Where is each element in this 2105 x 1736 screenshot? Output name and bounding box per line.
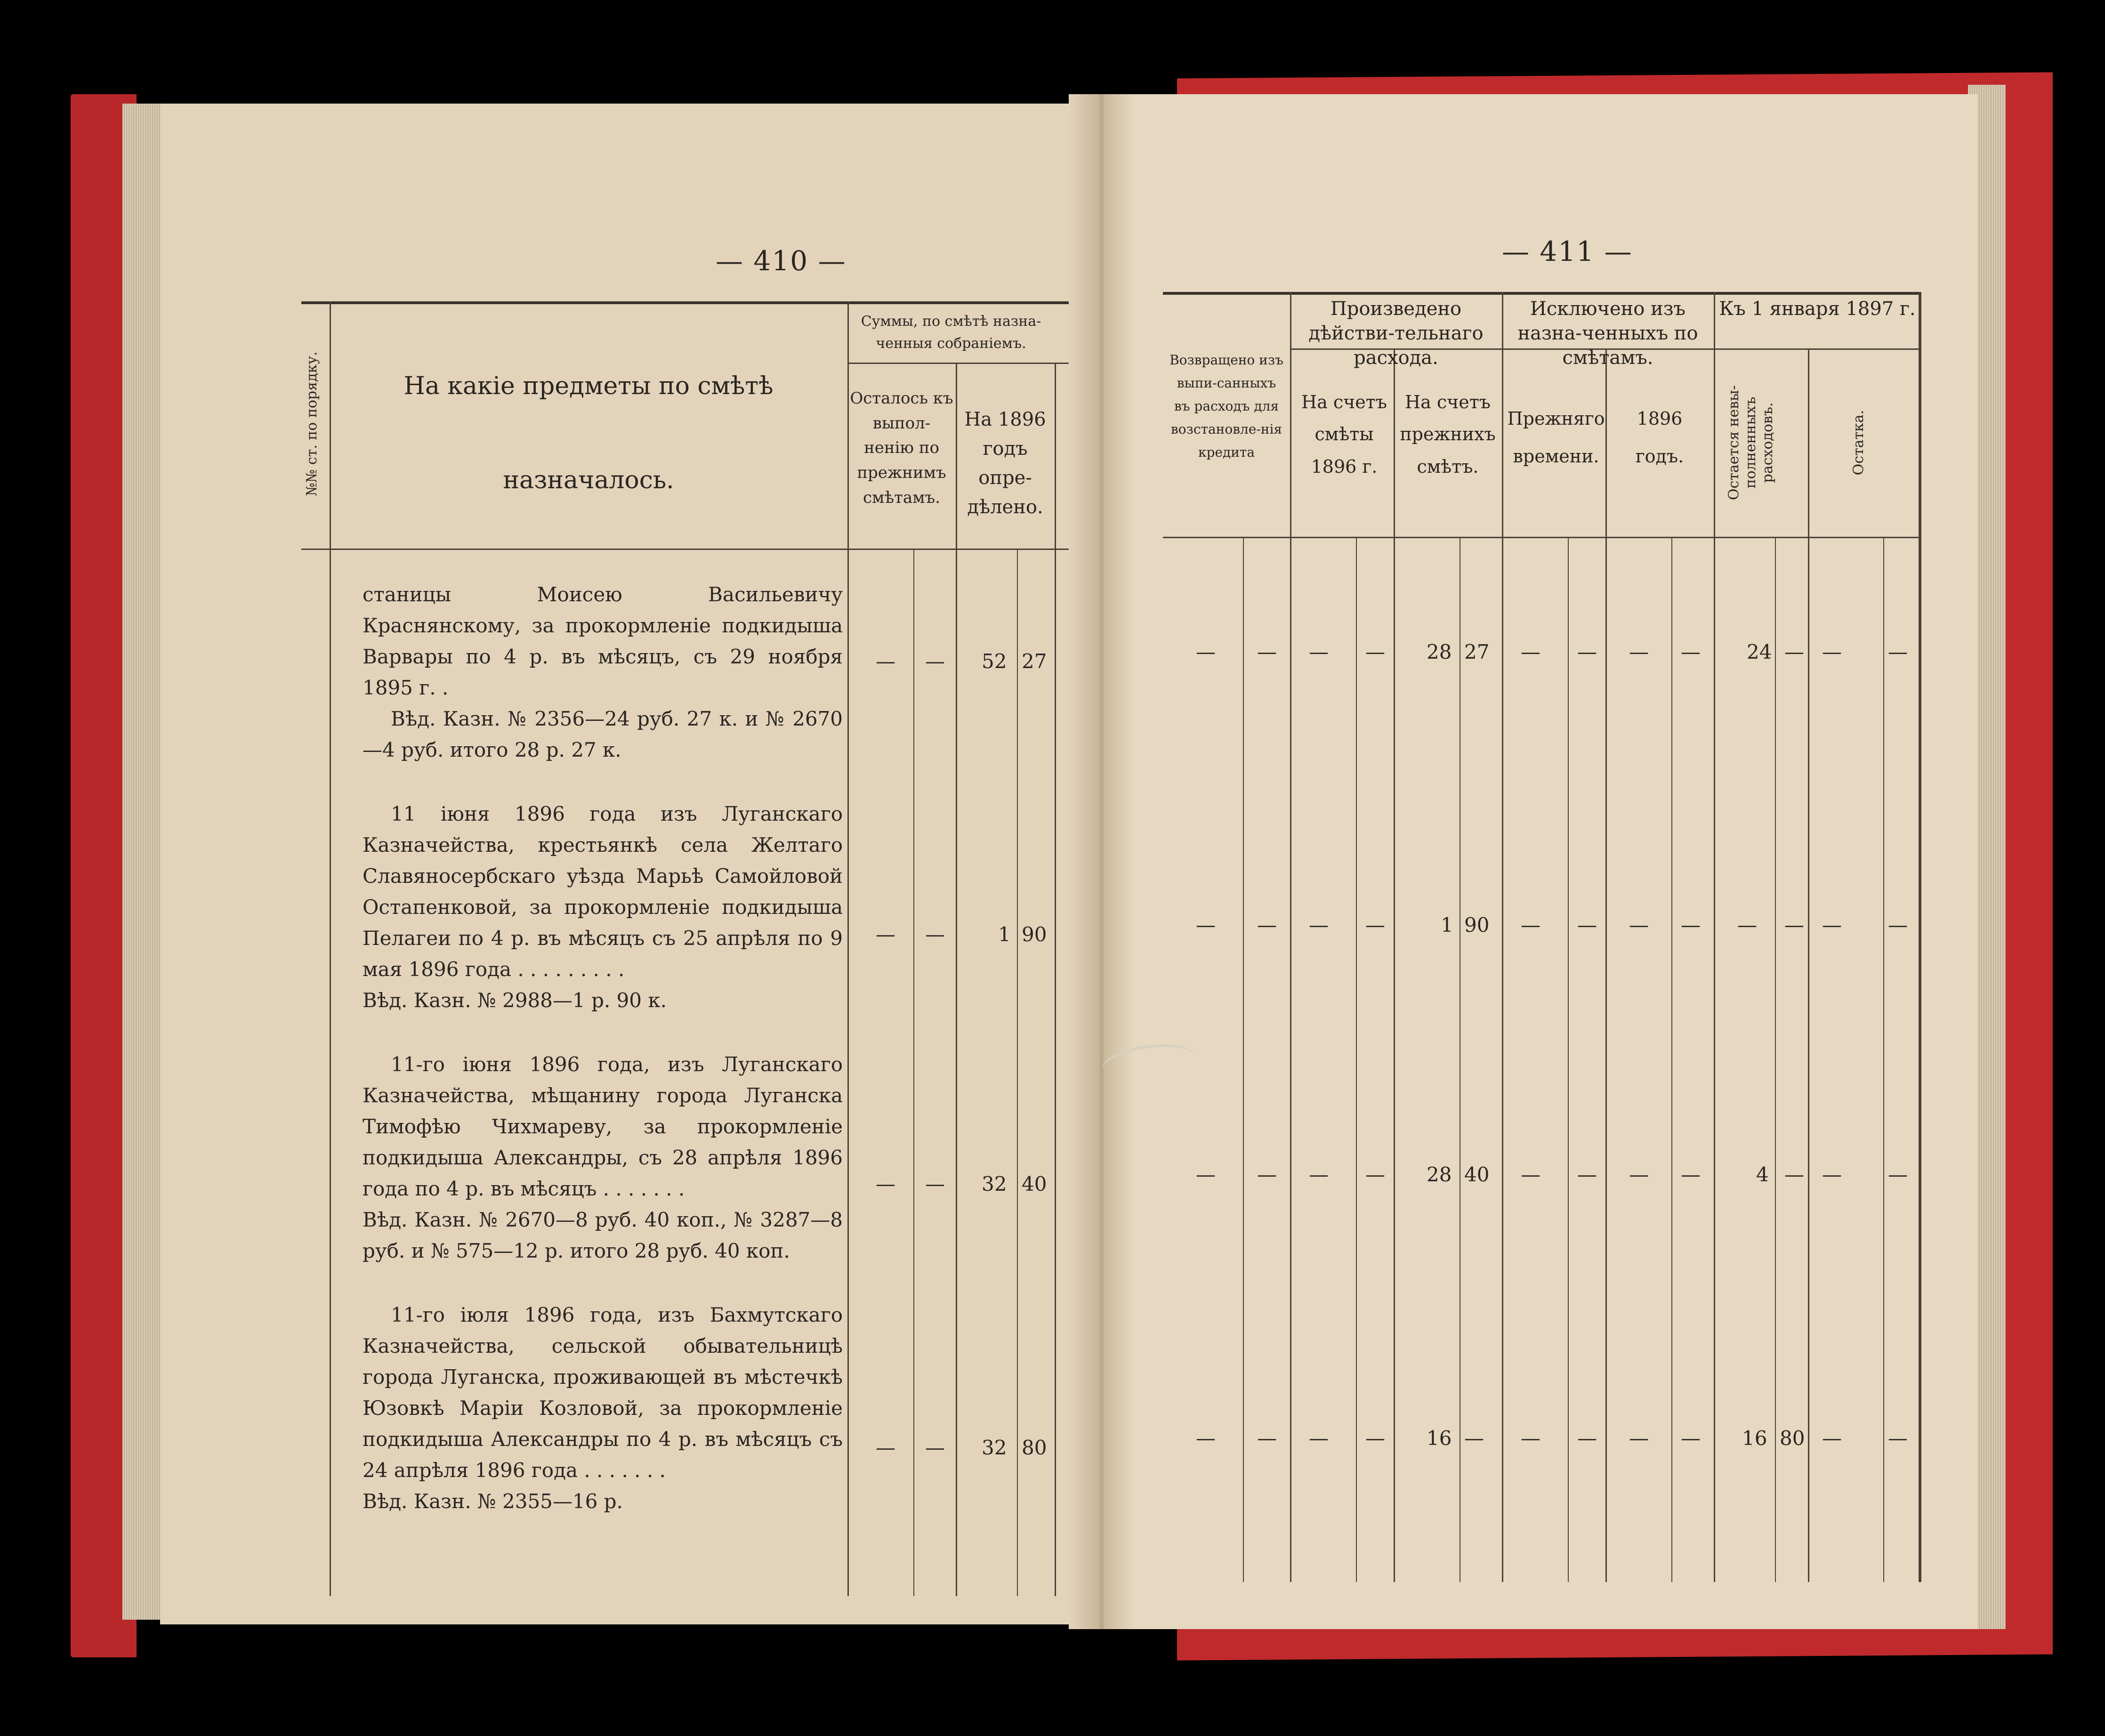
col-divider [847, 301, 849, 1596]
excl-prev-rub: — [1521, 640, 1540, 663]
header-bottom-rule [301, 549, 1172, 550]
remain-rub: — [876, 923, 895, 946]
excl-1896-kop: — [1681, 1427, 1701, 1450]
entries-text [363, 579, 843, 1550]
unpaid-rub: 16 [1742, 1427, 1767, 1450]
assigned-kop: 80 [1022, 1436, 1047, 1459]
assigned-rub: 32 [982, 1172, 1007, 1195]
unpaid-rub: 24 [1747, 640, 1772, 663]
col-divider [1055, 363, 1056, 1596]
assigned-kop: 40 [1022, 1172, 1047, 1195]
right-page [1088, 94, 1977, 1629]
col-excl-1896-header: 1896 годъ. [1635, 408, 1684, 467]
remain-kop: — [925, 1172, 945, 1195]
col-divider [913, 549, 914, 1596]
col-spent-1896-header: На счетъ смѣты 1896 г. [1301, 392, 1387, 477]
unpaid-kop: — [1784, 913, 1804, 937]
book [71, 75, 2048, 1667]
excl-1896-kop: — [1681, 1163, 1701, 1186]
balance-kop: — [1888, 913, 1908, 937]
unpaid-kop: — [1784, 1163, 1804, 1186]
group-excluded-header: Исключено изъ назна-ченныхъ по смѣтамъ. [1517, 298, 1698, 369]
unpaid-kop: — [1784, 640, 1804, 663]
excl-1896-rub: — [1629, 1163, 1649, 1186]
remain-kop: — [925, 1436, 945, 1459]
remain-kop: — [925, 650, 945, 673]
unpaid-rub: 4 [1756, 1163, 1769, 1186]
page-number-410: — 410 — [716, 245, 847, 277]
page-edges-left [122, 104, 160, 1620]
returned-kop: — [1257, 1163, 1277, 1186]
col-1896-header: На 1896 годъ опре-дѣлено. [964, 409, 1046, 518]
col-divider [1714, 292, 1715, 1582]
spent-1896-rub: 1 [1441, 913, 1453, 937]
col-balance-header: Остатка. [1850, 410, 1867, 476]
returned-rub: — [1196, 640, 1216, 663]
book-gutter [1069, 94, 1135, 1629]
balance-rub: — [1822, 1427, 1842, 1450]
table-top-rule [301, 301, 1172, 304]
balance-kop: — [1888, 1163, 1908, 1186]
col-divider [1394, 348, 1395, 1582]
returned-rub: — [1196, 1163, 1216, 1186]
col-no-header: №№ ст. по порядку. [304, 351, 320, 496]
entry-1: станицы Моисею Васильевичу Краснянскому, за прокормленіе подкидыша Варвары по 4 р. въ мѣсяцъ, съ 29 ноября 1895 г. . Вѣд. Казн. № 2356—24 руб. 27 к. и № 2670—4 руб. итого 28 р. 27 к. [363, 583, 843, 761]
spent-1896-kop: 27 [1464, 640, 1490, 663]
entry-2: 11 іюня 1896 года изъ Луганскаго Казначейства, крестьянкѣ села Желтаго Славяносербскаго уѣзда Марьѣ Самойловой Остапенковой, за прокормленіе подкидыша Пелагеи по 4 р. въ мѣсяцъ съ 25 апрѣля по 9 мая 1896 года . . . . . . . . . Вѣд. Казн. № 2988—1 р. 90 к. [363, 802, 843, 1012]
spent-1896-rub: 28 [1427, 1163, 1452, 1186]
table-top-rule [1163, 292, 1921, 295]
returned-kop: — [1257, 913, 1277, 937]
entry-3: 11-го іюня 1896 года, изъ Луганскаго Казначейства, мѣщанину города Луганска Тимофѣю Чихмареву, за прокормленіе подкидыша Александры, съ 28 апрѣля 1896 года по 4 р. въ мѣсяцъ . . . . . . . Вѣд. Казн. № 2670—8 руб. 40 коп., № 3287—8 руб. и № 575—12 р. итого 28 руб. 40 коп. [363, 1053, 843, 1262]
col-subject-header-2: назначалось. [503, 466, 674, 494]
spent-1896-rub: 16 [1427, 1427, 1452, 1450]
group-spent-header: Произведено дѣйстви-тельнаго расхода. [1308, 298, 1484, 369]
col-divider [1605, 348, 1607, 1582]
assigned-rub: 52 [982, 650, 1007, 673]
spent-prev-rub: — [1309, 640, 1329, 663]
excl-1896-rub: — [1629, 1427, 1649, 1450]
assigned-kop: 27 [1022, 650, 1047, 673]
spent-1896-rub: 28 [1427, 640, 1452, 663]
table-right-border [1919, 292, 1921, 1582]
excl-prev-rub: — [1521, 1163, 1540, 1186]
balance-kop: — [1888, 1427, 1908, 1450]
spent-prev-kop: — [1365, 1427, 1385, 1450]
balance-kop: — [1888, 640, 1908, 663]
spent-1896-kop: — [1464, 1427, 1484, 1450]
unpaid-kop: 80 [1780, 1427, 1805, 1450]
header-bottom-rule [1163, 537, 1921, 538]
spent-prev-rub: — [1309, 1427, 1329, 1450]
col-divider [1568, 537, 1569, 1582]
balance-rub: — [1822, 640, 1842, 663]
remain-rub: — [876, 650, 895, 673]
excl-prev-kop: — [1577, 1163, 1597, 1186]
remain-rub: — [876, 1436, 895, 1459]
col-subject-header-1: На какіе предметы по смѣтѣ [403, 372, 774, 400]
excl-1896-kop: — [1681, 640, 1701, 663]
spent-prev-kop: — [1365, 640, 1385, 663]
col-remain-header: Осталось къ выпол-ненію по прежнимъ смѣтамъ. [850, 389, 953, 507]
spent-prev-rub: — [1309, 913, 1329, 937]
col-unpaid-header: Остается невы-полненныхъ расходовъ. [1726, 385, 1776, 501]
unpaid-rub: — [1737, 913, 1757, 937]
col-divider [1808, 348, 1809, 1582]
assigned-kop: 90 [1022, 923, 1047, 946]
col-divider [1017, 549, 1018, 1596]
excl-prev-rub: — [1521, 1427, 1540, 1450]
col-divider [956, 363, 957, 1596]
assigned-rub: 1 [998, 923, 1011, 946]
col-divider [330, 301, 331, 1596]
excl-1896-kop: — [1681, 913, 1701, 937]
excl-prev-kop: — [1577, 913, 1597, 937]
returned-rub: — [1196, 913, 1216, 937]
spent-prev-kop: — [1365, 1163, 1385, 1186]
assigned-rub: 32 [982, 1436, 1007, 1459]
remain-kop: — [925, 923, 945, 946]
col-excl-prev-header: Прежняго времени. [1507, 408, 1605, 467]
col-returned-header: Возвращено изъ выпи-санныхъ въ расходъ для возстановле-нія кредита [1169, 352, 1283, 460]
excl-prev-kop: — [1577, 1427, 1597, 1450]
group-sums-header: Суммы, по смѣтѣ назна-ченныя собраніемъ. [861, 313, 1041, 352]
group-jan-header: Къ 1 января 1897 г. [1719, 298, 1916, 320]
spent-1896-kop: 90 [1464, 913, 1490, 937]
col-divider [1356, 537, 1357, 1582]
returned-kop: — [1257, 640, 1277, 663]
excl-prev-rub: — [1521, 913, 1540, 937]
entry-4: 11-го іюля 1896 года, изъ Бахмутскаго Казначейства, сельской обывательницѣ города Луганска, проживающей въ мѣстечкѣ Юзовкѣ Маріи Козловой, за прокормленіе подкидыша Александры по 4 р. въ мѣсяцъ съ 24 апрѣля 1896 года . . . . . . . Вѣд. Казн. № 2355—16 р. [363, 1303, 843, 1513]
spent-prev-rub: — [1309, 1163, 1329, 1186]
page-number-411: — 411 — [1502, 235, 1633, 267]
excl-prev-kop: — [1577, 640, 1597, 663]
remain-rub: — [876, 1172, 895, 1195]
excl-1896-rub: — [1629, 640, 1649, 663]
col-divider [1775, 537, 1776, 1582]
col-divider [1290, 292, 1291, 1582]
col-divider [1502, 292, 1503, 1582]
col-divider [1883, 537, 1884, 1582]
balance-rub: — [1822, 913, 1842, 937]
col-divider [1243, 537, 1244, 1582]
returned-rub: — [1196, 1427, 1216, 1450]
spent-1896-kop: 40 [1464, 1163, 1490, 1186]
col-divider [1671, 537, 1672, 1582]
balance-rub: — [1822, 1163, 1842, 1186]
left-page [160, 104, 1168, 1624]
spent-prev-kop: — [1365, 913, 1385, 937]
returned-kop: — [1257, 1427, 1277, 1450]
col-spent-prev-header: На счетъ прежнихъ смѣтъ. [1400, 392, 1496, 477]
excl-1896-rub: — [1629, 913, 1649, 937]
